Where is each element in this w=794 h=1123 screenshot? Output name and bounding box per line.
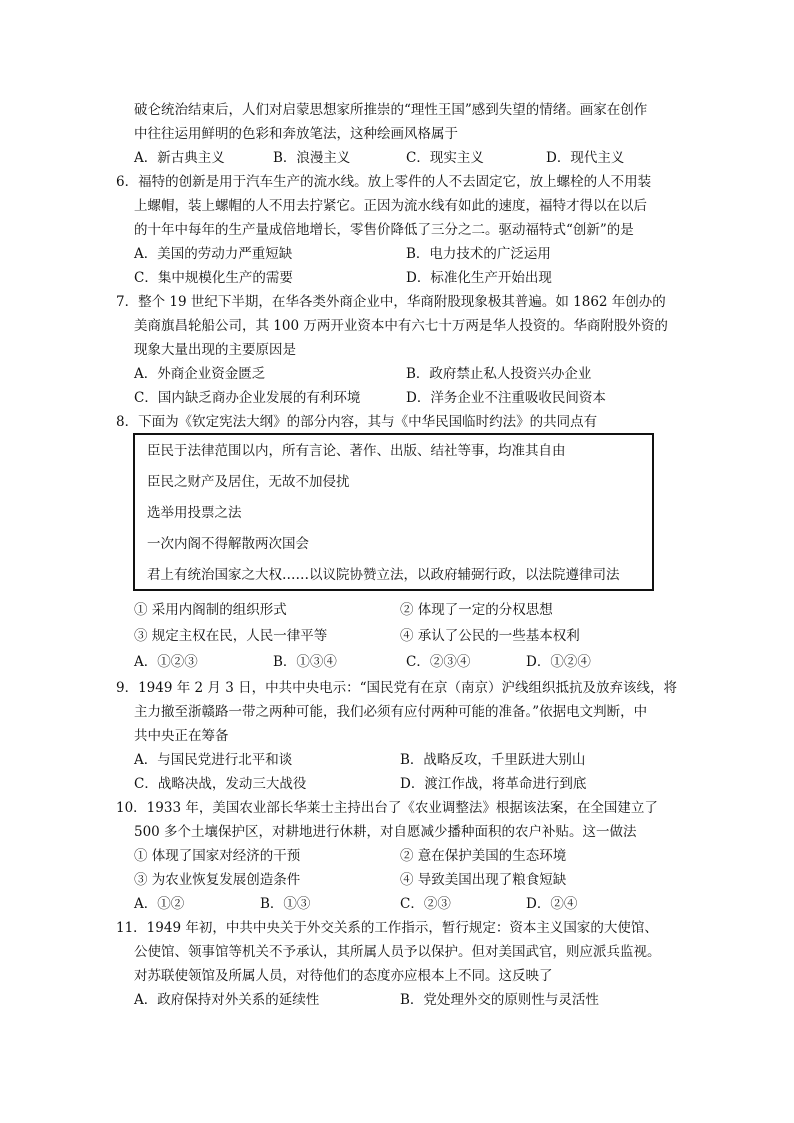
q6-option-b: B．电力技术的广泛运用 bbox=[406, 246, 551, 262]
q6-stem-line-3: 的十年中每年的生产量成倍地增长，零售价降低了三分之二。驱动福特式“创新”的是 bbox=[134, 222, 634, 238]
q7-option-a: A．外商企业资金匮乏 bbox=[134, 366, 266, 382]
q10-option-d: D．②④ bbox=[526, 896, 578, 912]
q7-option-c: C．国内缺乏商办企业发展的有利环境 bbox=[134, 390, 361, 406]
q5-stem-line-1: 破仑统治结束后，人们对启蒙思想家所推崇的“理性王国”感到失望的情绪。画家在创作 bbox=[134, 102, 648, 118]
q7-option-d: D．洋务企业不注重吸收民间资本 bbox=[406, 390, 606, 406]
q11-stem-line-3: 对苏联使领馆及所属人员，对待他们的态度亦应根本上不同。这反映了 bbox=[134, 968, 553, 984]
q11-stem-line-2: 公使馆、领事馆等机关不予承认，其所属人员予以保护。但对美国武官，则应派兵监视。 bbox=[134, 944, 661, 960]
q10-item-4: ④ 导致美国出现了粮食短缺 bbox=[400, 872, 567, 888]
q7-stem-line-3: 现象大量出现的主要原因是 bbox=[134, 342, 296, 358]
q7-stem-line-1: 7．整个 19 世纪下半期，在华各类外商企业中，华商附股现象极其普遍。如 1862 年创办的 bbox=[116, 294, 666, 310]
q5-option-d: D．现代主义 bbox=[546, 150, 625, 166]
q9-stem-line-3: 共中央正在筹备 bbox=[134, 728, 229, 744]
q9-option-a: A．与国民党进行北平和谈 bbox=[134, 752, 293, 768]
q8-item-2: ② 体现了一定的分权思想 bbox=[400, 602, 553, 618]
q7-option-b: B．政府禁止私人投资兴办企业 bbox=[406, 366, 592, 382]
q11-option-a: A．政府保持对外关系的延续性 bbox=[134, 992, 320, 1008]
q8-item-1: ① 采用内阁制的组织形式 bbox=[134, 602, 287, 618]
q7-stem-line-2: 美商旗昌轮船公司，其 100 万两开业资本中有六七十万两是华人投资的。华商附股外资的 bbox=[134, 318, 668, 334]
q8-option-d: D．①②④ bbox=[526, 654, 591, 670]
q5-option-b: B．浪漫主义 bbox=[273, 150, 351, 166]
q6-option-d: D．标准化生产开始出现 bbox=[406, 270, 552, 286]
q5-option-c: C．现实主义 bbox=[406, 150, 484, 166]
q9-stem-line-1: 9．1949 年 2 月 3 日，中共中央电示：“国民党有在京（南京）沪线组织抵抗及放弃该线，将 bbox=[116, 680, 677, 696]
q10-item-1: ① 体现了国家对经济的干预 bbox=[134, 848, 301, 864]
q10-stem-line-2: 500 多个土壤保护区，对耕地进行休耕，对自愿减少播种面积的农户补贴。这一做法 bbox=[134, 824, 637, 840]
q5-option-a: A．新古典主义 bbox=[134, 150, 225, 166]
q8-box-line-1: 臣民于法律范围以内，所有言论、著作、出版、结社等事，均准其自由 bbox=[147, 443, 566, 459]
q8-source-box bbox=[133, 433, 654, 591]
q9-option-c: C．战略决战，发动三大战役 bbox=[134, 776, 307, 792]
q6-stem-line-1: 6．福特的创新是用于汽车生产的流水线。放上零件的人不去固定它，放上螺栓的人不用装 bbox=[116, 174, 652, 190]
q8-stem-line-1: 8．下面为《钦定宪法大纲》的部分内容，其与《中华民国临时约法》的共同点有 bbox=[116, 414, 598, 430]
q11-stem-line-1: 11．1949 年初，中共中央关于外交关系的工作指示，暂行规定：资本主义国家的大使馆、 bbox=[116, 920, 658, 936]
q8-box-line-4: 一次内阁不得解散两次国会 bbox=[147, 536, 309, 552]
q8-box-line-3: 选举用投票之法 bbox=[147, 505, 242, 521]
q6-option-c: C．集中规模化生产的需要 bbox=[134, 270, 293, 286]
q9-stem-line-2: 主力撤至浙赣路一带之两种可能，我们必须有应付两种可能的准备。”依据电文判断，中 bbox=[134, 704, 648, 720]
q8-item-4: ④ 承认了公民的一些基本权利 bbox=[400, 628, 580, 644]
q10-option-b: B．①③ bbox=[260, 896, 311, 912]
q10-option-c: C．②③ bbox=[400, 896, 451, 912]
q8-box-line-5: 君上有统治国家之大权……以议院协赞立法，以政府辅弼行政，以法院遵律司法 bbox=[147, 567, 620, 583]
q6-stem-line-2: 上螺帽，装上螺帽的人不用去拧紧它。正因为流水线有如此的速度，福特才得以在以后 bbox=[134, 198, 647, 214]
q11-option-b: B．党处理外交的原则性与灵活性 bbox=[400, 992, 599, 1008]
q10-option-a: A．①② bbox=[134, 896, 185, 912]
q9-option-b: B．战略反攻，千里跃进大别山 bbox=[400, 752, 586, 768]
q6-option-a: A．美国的劳动力严重短缺 bbox=[134, 246, 293, 262]
q8-box-line-2: 臣民之财产及居住，无故不加侵扰 bbox=[147, 474, 350, 490]
q8-option-c: C．②③④ bbox=[406, 654, 471, 670]
q9-option-d: D．渡江作战，将革命进行到底 bbox=[400, 776, 587, 792]
q10-stem-line-1: 10．1933 年，美国农业部长华莱士主持出台了《农业调整法》根据该法案，在全国建立了 bbox=[116, 800, 658, 816]
q8-item-3: ③ 规定主权在民，人民一律平等 bbox=[134, 628, 328, 644]
q5-stem-line-2: 中往往运用鲜明的色彩和奔放笔法，这种绘画风格属于 bbox=[134, 126, 458, 142]
q8-option-a: A．①②③ bbox=[134, 654, 198, 670]
q10-item-3: ③ 为农业恢复发展创造条件 bbox=[134, 872, 301, 888]
q8-option-b: B．①③④ bbox=[273, 654, 337, 670]
q10-item-2: ② 意在保护美国的生态环境 bbox=[400, 848, 567, 864]
